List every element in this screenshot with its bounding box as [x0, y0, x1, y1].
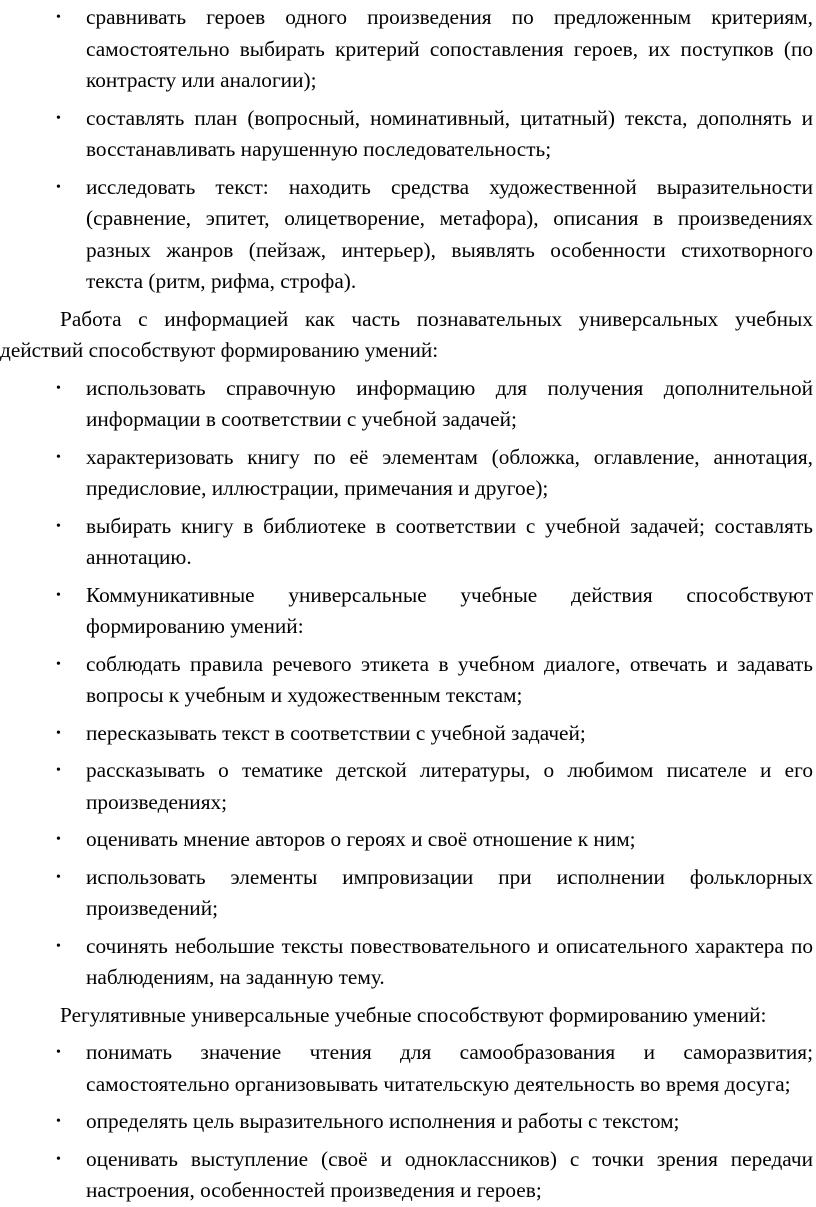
- list-item-text: сравнивать героев одного произведения по предложенным критериям, самостоятельно выбирать критерий сопоставления героев, их поступков (по контрасту или аналогии);: [86, 5, 813, 92]
- list-item-text: понимать значение чтения для самообразования и саморазвития; самостоятельно организовывать читательскую деятельность во время досуга;: [86, 1040, 813, 1096]
- bullet-list-information-communication: [0, 373, 813, 994]
- list-item-text: использовать элементы импровизации при исполнении фольклорных произведений;: [86, 864, 813, 920]
- list-item: [56, 580, 813, 643]
- list-item: [56, 931, 813, 994]
- bullet-icon: •: [56, 725, 61, 741]
- bullet-icon: •: [56, 10, 61, 25]
- list-item-text: использовать справочную информацию для получения дополнительной информации в соответствии с учебной задачей;: [86, 375, 813, 431]
- list-item: [56, 373, 813, 436]
- bullet-icon: •: [56, 832, 61, 847]
- paragraph-regulative: Регулятивные универсальные учебные способствуют формированию умений:: [60, 1002, 767, 1027]
- list-item: [56, 511, 813, 574]
- bullet-icon: •: [56, 179, 61, 195]
- list-item-text: соблюдать правила речевого этикета в учебном диалоге, отвечать и задавать вопросы к учебным и художественным текстам;: [86, 651, 813, 707]
- list-item: [56, 755, 813, 818]
- bullet-icon: •: [56, 587, 61, 603]
- list-item-text: пересказывать текст в соответствии с учебной задачей;: [86, 720, 586, 745]
- list-item-text: оценивать мнение авторов о героях и своё отношение к ним;: [86, 827, 636, 851]
- list-item-text: определять цель выразительного исполнения и работы с текстом;: [86, 1109, 680, 1133]
- list-item: [56, 1106, 813, 1138]
- bullet-icon: •: [56, 380, 61, 396]
- bullet-icon: •: [56, 656, 61, 672]
- list-item: [56, 103, 813, 166]
- list-item-text: выбирать книгу в библиотеке в соответствии с учебной задачей; составлять аннотацию.: [86, 513, 813, 569]
- bullet-icon: •: [56, 938, 61, 954]
- list-item-text: сочинять небольшие тексты повествовательного и описательного характера по наблюдениям, на заданную тему.: [86, 933, 813, 989]
- list-item: [56, 862, 813, 925]
- list-item: [56, 2, 813, 97]
- list-item-text: оценивать выступление (своё и одноклассников) с точки зрения передачи настроения, особенностей произведения и героев;: [86, 1146, 813, 1202]
- list-item: [56, 1037, 813, 1100]
- list-item: [56, 718, 813, 750]
- list-item: [56, 1144, 813, 1207]
- bullet-icon: •: [56, 1045, 61, 1060]
- bullet-icon: •: [56, 1114, 61, 1129]
- list-item-text: исследовать текст: находить средства художественной выразительности (сравнение, эпитет, олицетворение, метафора), описания в произведениях разных жанров (пейзаж, интерьер), выявлять особенности стихотворного текста (ритм, рифма, строфа).: [86, 174, 813, 293]
- bullet-icon: •: [56, 110, 61, 126]
- bullet-list-analysis: [0, 2, 813, 298]
- bullet-icon: •: [56, 449, 61, 465]
- list-item: [56, 649, 813, 712]
- list-item: [56, 172, 813, 298]
- list-item-text: Коммуникативные универсальные учебные действия способствуют формированию умений:: [86, 582, 813, 638]
- paragraph-information-work: Работа с информацией как часть познавательных универсальных учебных действий способствуют формированию умений:: [0, 306, 813, 362]
- bullet-icon: •: [56, 869, 61, 885]
- list-item-text: рассказывать о тематике детской литературы, о любимом писателе и его произведениях;: [86, 758, 813, 814]
- bullet-icon: •: [56, 763, 61, 778]
- list-item: [56, 442, 813, 505]
- list-item-text: составлять план (вопросный, номинативный, цитатный) текста, дополнять и восстанавливать нарушенную последовательность;: [86, 105, 813, 161]
- bullet-icon: •: [56, 1151, 61, 1167]
- list-item: [56, 824, 813, 856]
- bullet-list-regulative: [0, 1037, 813, 1207]
- list-item-text: характеризовать книгу по её элементам (обложка, оглавление, аннотация, предисловие, иллюстрации, примечания и другое);: [86, 444, 813, 500]
- bullet-icon: •: [56, 518, 61, 534]
